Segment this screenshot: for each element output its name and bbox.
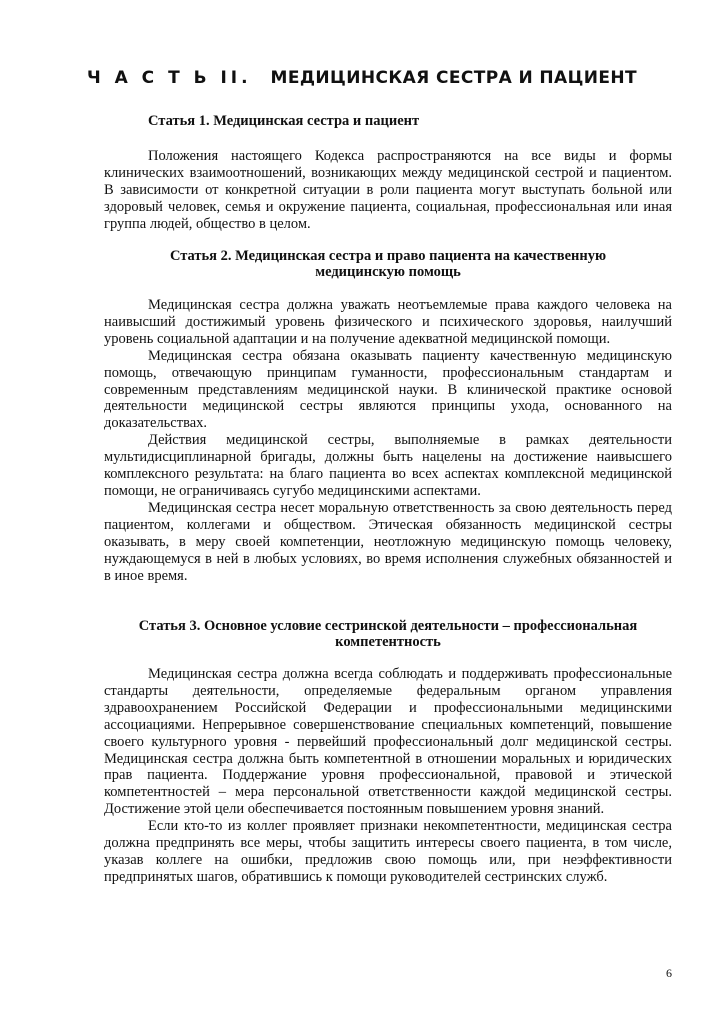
article-3-paragraph: Медицинская сестра должна всегда соблюдать и поддерживать профессиональные стандарты деятельности, определяемые федеральным органом управления здравоохранением Российской Федерации и профессиональными медицинскими ассоциациями. Непрерывное совершенствование специальных компетенций, повышение своего культурного уровня - первейший профессиональный долг медицинской сестры. Медицинская сестра должна быть компетентной в отношении моральных и юридических прав пациента. Поддержание уровня профессиональной, правовой и этической компетентностей – мера персональной ответственности каждой медицинской сестры. Достижение этой цели обеспечивается постоянным повышением уровня знаний. — [104, 666, 672, 818]
article-3-paragraph: Если кто-то из коллег проявляет признаки некомпетентности, медицинская сестра должна предпринять все меры, чтобы защитить интересы своего пациента, в том числе, указав коллеге на ошибки, предложив свою помощь или, при неэффективности предпринятых шагов, обратившись к помощи руководителей сестринских служб. — [104, 818, 672, 885]
article-2-body — [104, 297, 672, 584]
article-2-heading-line1: Статья 2. Медицинская сестра и право пациента на качественную — [169, 248, 607, 264]
article-2-paragraph: Медицинская сестра должна уважать неотъемлемые права каждого человека на наивысший достижимый уровень физического и психического здоровья, наилучший уровень социальной адаптации и на получение адекватной медицинской помощи. — [104, 297, 672, 347]
article-2 — [104, 248, 672, 280]
article-3-heading-line2: компетентность — [335, 634, 441, 650]
article-3 — [104, 618, 672, 650]
article-1 — [104, 113, 672, 129]
part-title-text: МЕДИЦИНСКАЯ СЕСТРА И ПАЦИЕНТ — [270, 68, 638, 88]
article-1-heading: Статья 1. Медицинская сестра и пациент — [148, 113, 420, 129]
article-3-body — [104, 666, 672, 886]
article-2-heading — [104, 248, 672, 280]
article-3-heading-line1: Статья 3. Основное условие сестринской деятельности – профессиональная — [138, 618, 638, 634]
article-1-body — [104, 148, 672, 233]
article-2-paragraph: Медицинская сестра несет моральную ответственность за свою деятельность перед пациентом, коллегами и обществом. Этическая обязанность медицинской сестры оказывать, в меру своей компетенции, неотложную медицинскую помощь человеку, нуждающемуся в ней в любых условиях, во время исполнения служебных обязанностей и в иное время. — [104, 499, 672, 584]
article-2-paragraph: Медицинская сестра обязана оказывать пациенту качественную медицинскую помощь, отвечающую принципам гуманности, профессиональным стандартам и современным представлениям медицинской науки. В клинической практике основой деятельности медицинской сестры являются принципы ухода, основанного на доказательствах. — [104, 347, 672, 432]
part-title — [0, 68, 724, 88]
article-2-heading-line2: медицинскую помощь — [315, 264, 461, 280]
article-1-paragraph: Положения настоящего Кодекса распространяются на все виды и формы клинических взаимоотношений, возникающих между медицинской сестрой и пациентом. В зависимости от конкретной ситуации в роли пациента могут выступать больной или здоровый человек, семья и окружение пациента, социальная, профессиональная или иная группа людей, общество в целом. — [104, 148, 672, 232]
article-2-paragraph: Действия медицинской сестры, выполняемые в рамках деятельности мультидисциплинарной бригады, должны быть нацелены на достижение наивысшего комплексного результата: на благо пациента во всех аспектах комплексной медицинской помощи, не ограничиваясь сугубо медицинскими аспектами. — [104, 432, 672, 499]
part-label: Ч А С Т Ь II. — [86, 68, 252, 88]
article-3-heading — [104, 618, 672, 650]
page-number: 6 — [666, 966, 672, 980]
